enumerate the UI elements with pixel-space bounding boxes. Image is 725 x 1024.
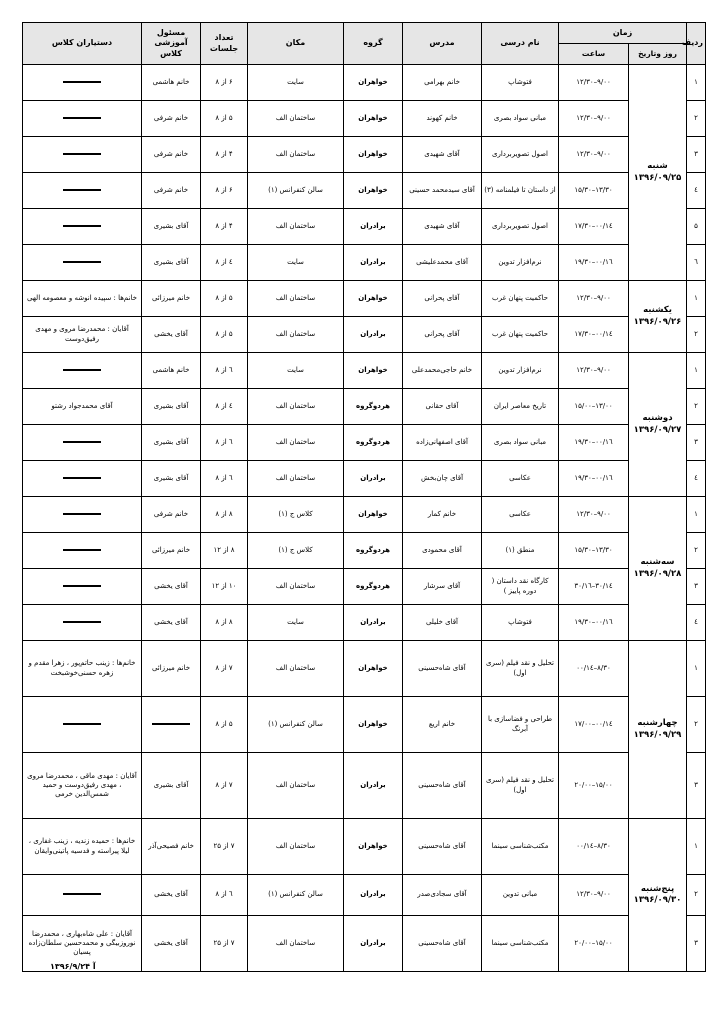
- cell-course: مبانی تدوین: [482, 875, 559, 916]
- table-body: [23, 65, 706, 972]
- cell-sessions: ٦ از ۸: [201, 353, 248, 389]
- cell-sessions: ۸ از ۸: [201, 497, 248, 533]
- empty-dash: [63, 477, 101, 479]
- cell-officer: آقای یخشی: [142, 317, 201, 353]
- table-row: [23, 605, 706, 641]
- cell-sessions: ۵ از ۸: [201, 697, 248, 753]
- cell-assistants: [23, 497, 142, 533]
- cell-row-number: ٤: [687, 173, 706, 209]
- cell-assistants: آقایان : مهدی ماقی ، محمدرضا مروی ، مهدی رفیق‌دوست و حمید شمس‌الدین خرمی: [23, 753, 142, 819]
- empty-dash: [63, 189, 101, 191]
- cell-place: ساختمان الف: [248, 317, 344, 353]
- cell-officer: [142, 697, 201, 753]
- cell-place: ساختمان الف: [248, 819, 344, 875]
- cell-time: ۱٦/۰۰–۱۹/۳۰: [559, 245, 629, 281]
- cell-officer: آقای بشیری: [142, 425, 201, 461]
- cell-teacher: خانم اریع: [403, 697, 482, 753]
- table-row: [23, 819, 706, 875]
- cell-time: ۸/۳۰–۱٤/۰۰: [559, 641, 629, 697]
- cell-teacher: آقای خلیلی: [403, 605, 482, 641]
- cell-sessions: ۷ از ۲۵: [201, 819, 248, 875]
- cell-assistants: [23, 173, 142, 209]
- cell-time: ۱٦/۰۰–۱۹/۳۰: [559, 605, 629, 641]
- cell-place: ساختمان الف: [248, 461, 344, 497]
- cell-sessions: ۷ از ۸: [201, 641, 248, 697]
- cell-course: تاریخ معاصر ایران: [482, 389, 559, 425]
- table-row: [23, 101, 706, 137]
- cell-time: ۹/۰۰–۱۲/۳۰: [559, 875, 629, 916]
- cell-row-number: ۲: [687, 389, 706, 425]
- cell-sessions: ٦ از ۸: [201, 425, 248, 461]
- cell-sessions: ۴ از ۸: [201, 137, 248, 173]
- cell-assistants: آقایان : علی شاه‌بهاری ، محمدرضا نوروزبیگی و محمدحسین سلطان‌زاده پسیان: [23, 916, 142, 972]
- cell-group: برادران: [344, 875, 403, 916]
- cell-officer: آقای بشیری: [142, 753, 201, 819]
- cell-course: طراحی و فضاسازی با آبرنگ: [482, 697, 559, 753]
- empty-dash: [63, 261, 101, 263]
- table-row: [23, 875, 706, 916]
- cell-row-number: ۲: [687, 533, 706, 569]
- empty-dash: [63, 893, 101, 895]
- cell-assistants: [23, 875, 142, 916]
- cell-officer: آقای بشیری: [142, 389, 201, 425]
- cell-officer: خانم هاشمی: [142, 353, 201, 389]
- cell-course: اصول تصویربرداری: [482, 209, 559, 245]
- table-row: [23, 389, 706, 425]
- cell-teacher: آقای شهیدی: [403, 137, 482, 173]
- cell-group: برادران: [344, 317, 403, 353]
- cell-assistants: [23, 569, 142, 605]
- cell-course: اصول تصویربرداری: [482, 137, 559, 173]
- cell-time: ۱٦/۰۰–۱۹/۳۰: [559, 425, 629, 461]
- cell-assistants: آقای محمدجواد رشتو: [23, 389, 142, 425]
- cell-assistants: [23, 533, 142, 569]
- cell-course: تحلیل و نقد فیلم (سری اول): [482, 753, 559, 819]
- cell-assistants: خانم‌ها : حمیده زندیه ، زینب غفاری ، لیلا پیراسته و فدسیه پاتینی‌وایقان: [23, 819, 142, 875]
- cell-place: سایت: [248, 605, 344, 641]
- header-sessions: تعداد جلسات: [201, 23, 248, 65]
- empty-dash: [63, 513, 101, 515]
- cell-sessions: ۵ از ۸: [201, 317, 248, 353]
- cell-teacher: آقای سیدمحمد حسینی: [403, 173, 482, 209]
- cell-course: نرم‌افزار تدوین: [482, 353, 559, 389]
- cell-time: ۹/۰۰–۱۲/۳۰: [559, 281, 629, 317]
- cell-row-number: ۱: [687, 819, 706, 875]
- cell-time: ۱٤/۰۰–۱۷/۰۰: [559, 697, 629, 753]
- cell-place: ساختمان الف: [248, 753, 344, 819]
- cell-officer: خانم میرزائی: [142, 641, 201, 697]
- cell-teacher: خانم بهرامی: [403, 65, 482, 101]
- cell-time: ۱۵/۰۰–۲۰/۰۰: [559, 753, 629, 819]
- cell-officer: خانم شرفی: [142, 101, 201, 137]
- cell-teacher: خانم کهوند: [403, 101, 482, 137]
- cell-row-number: ۱: [687, 353, 706, 389]
- table-row: [23, 697, 706, 753]
- cell-teacher: خانم کمار: [403, 497, 482, 533]
- table-row: [23, 65, 706, 101]
- cell-officer: خانم فصیحی‌آذر: [142, 819, 201, 875]
- cell-teacher: آقای پحرانی: [403, 317, 482, 353]
- cell-place: ساختمان الف: [248, 281, 344, 317]
- cell-group: برادران: [344, 209, 403, 245]
- cell-group: خواهران: [344, 697, 403, 753]
- cell-course: حاکمیت پنهان غرب: [482, 317, 559, 353]
- empty-dash: [63, 723, 101, 725]
- cell-row-number: ۳: [687, 137, 706, 173]
- cell-assistants: [23, 209, 142, 245]
- cell-assistants: [23, 425, 142, 461]
- empty-dash: [63, 81, 101, 83]
- cell-place: سایت: [248, 245, 344, 281]
- cell-time: ۱٤/۳۰–۱٦/۳۰: [559, 569, 629, 605]
- cell-course: مکتب‌شناسی سینما: [482, 819, 559, 875]
- cell-row-number: ٦: [687, 245, 706, 281]
- cell-sessions: ٤ از ۸: [201, 389, 248, 425]
- table-row: [23, 461, 706, 497]
- header-place: مکان: [248, 23, 344, 65]
- cell-row-number: ۳: [687, 569, 706, 605]
- cell-place: ساختمان الف: [248, 209, 344, 245]
- cell-course: منطق (۱): [482, 533, 559, 569]
- table-header: [23, 23, 706, 65]
- cell-day-date: پنج‌شنبه ۱۳۹۶/۰۹/۳۰: [629, 819, 687, 972]
- cell-course: عکاسی: [482, 497, 559, 533]
- cell-place: سایت: [248, 353, 344, 389]
- cell-officer: خانم شرفی: [142, 137, 201, 173]
- header-radif: ردیف: [687, 23, 706, 65]
- cell-time: ۸/۳۰–۱٤/۰۰: [559, 819, 629, 875]
- cell-day-date: چهارشنبه ۱۳۹۶/۰۹/۲۹: [629, 641, 687, 819]
- cell-group: برادران: [344, 245, 403, 281]
- cell-course: کارگاه نقد داستان ( دوره پاییز ): [482, 569, 559, 605]
- cell-sessions: ۸ از ۸: [201, 605, 248, 641]
- cell-officer: آقای بشیری: [142, 245, 201, 281]
- cell-officer: آقای یخشی: [142, 569, 201, 605]
- cell-assistants: [23, 605, 142, 641]
- table-row: [23, 317, 706, 353]
- cell-row-number: ۱: [687, 497, 706, 533]
- cell-place: ساختمان الف: [248, 137, 344, 173]
- cell-teacher: آقای اصفهانی‌زاده: [403, 425, 482, 461]
- cell-group: خواهران: [344, 497, 403, 533]
- table-row: [23, 209, 706, 245]
- cell-assistants: [23, 101, 142, 137]
- cell-group: خواهران: [344, 353, 403, 389]
- cell-course: حاکمیت پنهان غرب: [482, 281, 559, 317]
- cell-day-date: یکشنبه ۱۳۹۶/۰۹/۲۶: [629, 281, 687, 353]
- cell-place: سالن کنفرانس (۱): [248, 173, 344, 209]
- cell-assistants: [23, 353, 142, 389]
- cell-row-number: ۳: [687, 425, 706, 461]
- cell-place: ساختمان الف: [248, 916, 344, 972]
- cell-sessions: ٦ از ۸: [201, 461, 248, 497]
- cell-officer: آقای یخشی: [142, 605, 201, 641]
- cell-teacher: آقای سجادی‌صدر: [403, 875, 482, 916]
- footer-date: ۱۳۹۶/۹/۲۴ آ: [50, 962, 96, 971]
- cell-time: ۹/۰۰–۱۲/۳۰: [559, 101, 629, 137]
- cell-place: ساختمان الف: [248, 389, 344, 425]
- cell-assistants: خانم‌ها : سپیده انوشه و معصومه الهی: [23, 281, 142, 317]
- cell-time: ۱٤/۰۰–۱۷/۳۰: [559, 317, 629, 353]
- cell-row-number: ٤: [687, 461, 706, 497]
- cell-sessions: ۶ از ۸: [201, 65, 248, 101]
- table-row: [23, 569, 706, 605]
- cell-group: خواهران: [344, 101, 403, 137]
- cell-officer: آقای بشیری: [142, 461, 201, 497]
- cell-group: هردوگروه: [344, 533, 403, 569]
- cell-assistants: [23, 697, 142, 753]
- table-row: [23, 173, 706, 209]
- empty-dash: [63, 153, 101, 155]
- cell-teacher: آقای محمودی: [403, 533, 482, 569]
- empty-dash: [63, 549, 101, 551]
- cell-place: کلاس ج (۱): [248, 533, 344, 569]
- cell-group: خواهران: [344, 641, 403, 697]
- empty-dash: [63, 117, 101, 119]
- cell-place: سالن کنفرانس (۱): [248, 875, 344, 916]
- empty-dash: [63, 441, 101, 443]
- empty-dash: [63, 225, 101, 227]
- cell-group: خواهران: [344, 65, 403, 101]
- header-course: نام درسی: [482, 23, 559, 65]
- cell-assistants: خانم‌ها : زینب حاتم‌پور ، زهرا مقدم و زهره حسنی‌خوشبخت: [23, 641, 142, 697]
- cell-teacher: آقای شاه‌حسینی: [403, 916, 482, 972]
- cell-officer: خانم هاشمی: [142, 65, 201, 101]
- cell-sessions: ٤ از ۸: [201, 245, 248, 281]
- cell-assistants: [23, 245, 142, 281]
- cell-group: برادران: [344, 605, 403, 641]
- table-row: [23, 353, 706, 389]
- cell-officer: خانم میرزائی: [142, 281, 201, 317]
- header-teacher: مدرس: [403, 23, 482, 65]
- cell-place: ساختمان الف: [248, 641, 344, 697]
- cell-group: برادران: [344, 916, 403, 972]
- cell-row-number: ۲: [687, 317, 706, 353]
- cell-row-number: ۱: [687, 65, 706, 101]
- cell-group: برادران: [344, 461, 403, 497]
- cell-day-date: شنبه ۱۳۹۶/۰۹/۲۵: [629, 65, 687, 281]
- cell-course: فتوشاپ: [482, 65, 559, 101]
- cell-time: ۱٦/۰۰–۱۹/۳۰: [559, 461, 629, 497]
- cell-time: ۱٤/۰۰–۱۷/۳۰: [559, 209, 629, 245]
- cell-time: ۹/۰۰–۱۲/۳۰: [559, 137, 629, 173]
- cell-assistants: [23, 461, 142, 497]
- cell-row-number: ۱: [687, 281, 706, 317]
- schedule-table: [22, 22, 706, 972]
- cell-teacher: آقای شاه‌حسینی: [403, 819, 482, 875]
- table-row: [23, 137, 706, 173]
- cell-course: مبانی سواد بصری: [482, 101, 559, 137]
- cell-group: خواهران: [344, 173, 403, 209]
- cell-group: خواهران: [344, 137, 403, 173]
- cell-group: برادران: [344, 753, 403, 819]
- cell-time: ۹/۰۰–۱۲/۳۰: [559, 353, 629, 389]
- cell-group: هردوگروه: [344, 569, 403, 605]
- cell-course: عکاسی: [482, 461, 559, 497]
- cell-sessions: ۷ از ۸: [201, 753, 248, 819]
- cell-teacher: آقای چان‌بخش: [403, 461, 482, 497]
- cell-day-date: سه‌شنبه ۱۳۹۶/۰۹/۲۸: [629, 497, 687, 641]
- header-day-date: روز وتاریخ: [629, 44, 687, 65]
- cell-time: ۹/۰۰–۱۲/۳۰: [559, 65, 629, 101]
- cell-teacher: آقای شاه‌حسینی: [403, 641, 482, 697]
- cell-sessions: ۶ از ۸: [201, 173, 248, 209]
- table-row: [23, 753, 706, 819]
- schedule-sheet: [22, 22, 705, 972]
- cell-teacher: آقای شهیدی: [403, 209, 482, 245]
- cell-sessions: ٦ از ۸: [201, 875, 248, 916]
- table-row: [23, 533, 706, 569]
- cell-assistants: [23, 65, 142, 101]
- cell-place: ساختمان الف: [248, 425, 344, 461]
- cell-row-number: ۱: [687, 641, 706, 697]
- header-zaman: زمان: [559, 23, 687, 44]
- header-group: گروه: [344, 23, 403, 65]
- cell-group: هردوگروه: [344, 425, 403, 461]
- cell-sessions: ۴ از ۸: [201, 209, 248, 245]
- cell-officer: آقای یخشی: [142, 875, 201, 916]
- cell-sessions: ۵ از ۸: [201, 101, 248, 137]
- cell-place: کلاس ج (۱): [248, 497, 344, 533]
- cell-group: هردوگروه: [344, 389, 403, 425]
- cell-teacher: آقای سرشار: [403, 569, 482, 605]
- cell-place: سالن کنفرانس (۱): [248, 697, 344, 753]
- cell-row-number: ۲: [687, 101, 706, 137]
- cell-officer: آقای بشیری: [142, 209, 201, 245]
- header-assistants: دستیاران کلاس: [23, 23, 142, 65]
- cell-course: مبانی سواد بصری: [482, 425, 559, 461]
- cell-sessions: ۸ از ۱۲: [201, 533, 248, 569]
- empty-dash: [63, 621, 101, 623]
- table-row: [23, 245, 706, 281]
- cell-time: ۱۵/۰۰–۲۰/۰۰: [559, 916, 629, 972]
- header-time: ساعت: [559, 44, 629, 65]
- cell-time: ۱۳/۳۰–۱۵/۳۰: [559, 533, 629, 569]
- cell-row-number: ٤: [687, 605, 706, 641]
- table-row: [23, 641, 706, 697]
- cell-sessions: ۵ از ۸: [201, 281, 248, 317]
- table-row: [23, 916, 706, 972]
- cell-sessions: ۱۰ از ۱۲: [201, 569, 248, 605]
- cell-course: تحلیل و نقد فیلم (سری اول): [482, 641, 559, 697]
- cell-place: سایت: [248, 65, 344, 101]
- cell-officer: خانم شرفی: [142, 173, 201, 209]
- cell-row-number: ۲: [687, 875, 706, 916]
- cell-place: ساختمان الف: [248, 101, 344, 137]
- cell-officer: خانم شرفی: [142, 497, 201, 533]
- cell-course: نرم‌افزار تدوین: [482, 245, 559, 281]
- cell-row-number: ۵: [687, 209, 706, 245]
- cell-teacher: آقای شاه‌حسینی: [403, 753, 482, 819]
- empty-dash: [152, 723, 190, 725]
- cell-place: ساختمان الف: [248, 569, 344, 605]
- cell-group: خواهران: [344, 281, 403, 317]
- cell-teacher: آقای پحرانی: [403, 281, 482, 317]
- cell-sessions: ۷ از ۲۵: [201, 916, 248, 972]
- table-row: [23, 281, 706, 317]
- cell-time: ۱۳/۰۰–۱۵/۰۰: [559, 389, 629, 425]
- cell-officer: آقای یخشی: [142, 916, 201, 972]
- cell-course: از داستان تا فیلمنامه (۳): [482, 173, 559, 209]
- cell-row-number: ۳: [687, 916, 706, 972]
- cell-assistants: آقایان : محمدرضا مروی و مهدی رفیق‌دوست: [23, 317, 142, 353]
- table-row: [23, 425, 706, 461]
- cell-teacher: خانم حاجی‌محمدعلی: [403, 353, 482, 389]
- cell-row-number: ۳: [687, 753, 706, 819]
- cell-time: ۹/۰۰–۱۲/۳۰: [559, 497, 629, 533]
- cell-officer: خانم میرزائی: [142, 533, 201, 569]
- cell-day-date: دوشنبه ۱۳۹۶/۰۹/۲۷: [629, 353, 687, 497]
- cell-teacher: آقای حقانی: [403, 389, 482, 425]
- cell-assistants: [23, 137, 142, 173]
- cell-course: مکتب‌شناسی سینما: [482, 916, 559, 972]
- header-officer: مسئول آموزشی کلاس: [142, 23, 201, 65]
- cell-group: خواهران: [344, 819, 403, 875]
- cell-time: ۱۳/۳۰–۱۵/۳۰: [559, 173, 629, 209]
- cell-row-number: ۲: [687, 697, 706, 753]
- table-row: [23, 497, 706, 533]
- empty-dash: [63, 369, 101, 371]
- cell-course: فتوشاپ: [482, 605, 559, 641]
- cell-teacher: آقای محمدعلیشی: [403, 245, 482, 281]
- empty-dash: [63, 585, 101, 587]
